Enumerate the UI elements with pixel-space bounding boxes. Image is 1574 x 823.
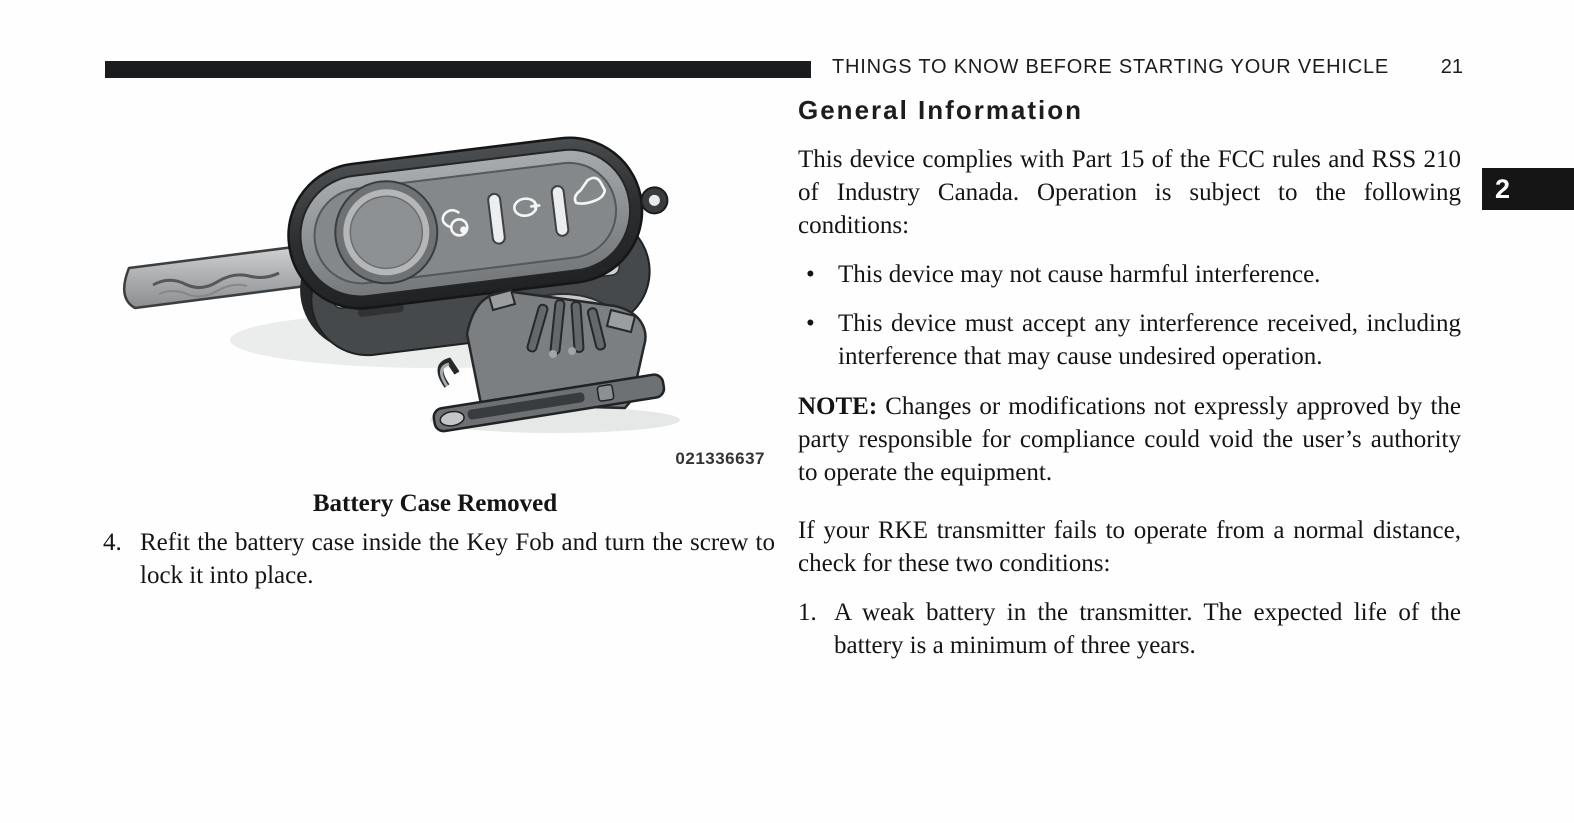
step-text: Refit the battery case inside the Key Fob and turn the screw to lock it into place. [140, 529, 775, 589]
note-paragraph [798, 390, 1461, 489]
paragraph-intro: This device complies with Part 15 of the FCC rules and RSS 210 of Industry Canada. Operation is subject to the following conditions: [798, 146, 1461, 239]
page-header-title: THINGS TO KNOW BEFORE STARTING YOUR VEHICLE [832, 56, 1390, 78]
bullet-text: This device may not cause harmful interference. [838, 261, 1321, 288]
bullet-text: This device must accept any interference received, including interference that may cause undesired operation. [838, 310, 1461, 370]
figure-caption: Battery Case Removed [312, 490, 558, 517]
item-number: 1. [798, 599, 817, 626]
chapter-tab [1482, 168, 1574, 210]
right-column [798, 95, 1461, 662]
note-text: Changes or modifications not expressly approved by the party responsible for compliance could void the user’s authority to operate the equipment. [798, 393, 1461, 486]
bullet-marker: • [806, 310, 815, 337]
keyring-hole [640, 186, 669, 215]
keyfob-figure [95, 82, 775, 444]
keyfob-illustration [95, 82, 775, 442]
page-number: 21 [1440, 56, 1463, 78]
bullet-item [798, 307, 1461, 373]
step-number: 4. [103, 529, 122, 556]
paragraph-rke: If your RKE transmitter fails to operate from a normal distance, check for these two conditions: [798, 517, 1461, 577]
header-rule [105, 61, 811, 78]
bullet-item [798, 258, 1461, 291]
section-heading: General Information [798, 95, 1084, 125]
note-label: NOTE: [798, 393, 878, 420]
numbered-item [798, 596, 1461, 662]
item-text: A weak battery in the transmitter. The expected life of the battery is a minimum of three years. [834, 599, 1461, 659]
step-item [103, 526, 775, 592]
figure-credit: 021336637 [675, 449, 765, 468]
chapter-tab-label: 2 [1495, 173, 1511, 204]
bullet-marker: • [806, 261, 815, 288]
page-header [832, 56, 1463, 79]
